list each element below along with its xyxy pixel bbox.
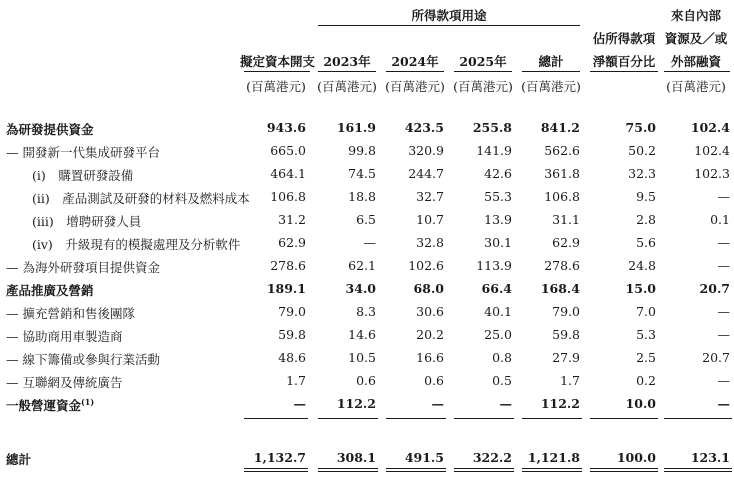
total-double-rule [590,468,658,469]
unit-2023: (百萬港元) [317,79,377,94]
row-label [6,281,94,299]
col-header-2023: 2023年 [323,54,371,69]
cell-2024: 68.0 [413,281,444,296]
footnote-marker: (1) [81,396,95,407]
cell-2024: 10.7 [416,212,444,227]
cell-capex: 79.0 [278,304,306,319]
cell-2025: 0.8 [492,350,512,365]
cell-total: 278.6 [544,258,580,273]
cell-pct: 5.6 [636,235,656,250]
cell-total: 562.6 [544,143,580,158]
cell-2025: 40.1 [484,304,512,319]
cell-2024: 20.2 [416,327,444,342]
cell-pct: 9.5 [636,189,656,204]
total-cell-2025: 322.2 [472,450,512,465]
cell-2025: 42.6 [484,166,512,181]
subtotal-rule [522,418,582,419]
cell-ext: — [717,396,730,411]
cell-ext: 20.7 [699,281,730,296]
cell-2023: — [363,235,376,250]
row-label-text: 產品推廣及營銷 [6,283,94,298]
total-label: 總計 [6,452,32,467]
header-right-line-1: 來自內部 [670,8,721,23]
unit-capex: (百萬港元) [246,79,306,94]
cell-2024: 16.6 [416,350,444,365]
cell-total: 112.2 [540,396,580,411]
cell-capex: — [293,396,306,411]
cell-capex: 48.6 [278,350,306,365]
cell-total: 31.1 [552,212,580,227]
cell-pct: 0.2 [636,373,656,388]
cell-ext: 0.1 [710,212,730,227]
cell-pct: 7.0 [636,304,656,319]
col-header-pct-line-1: 佔所得款項 [592,31,656,46]
total-double-rule [386,471,446,472]
cell-ext: 102.4 [690,120,730,135]
cell-ext: — [717,373,730,388]
cell-2025: 25.0 [484,327,512,342]
col-header-total: 總計 [538,54,564,69]
cell-total: 27.9 [552,350,580,365]
cell-pct: 75.0 [625,120,656,135]
row-label [32,235,240,253]
cell-total: 59.8 [552,327,580,342]
row-label [6,396,94,414]
cell-2025: 113.9 [476,258,512,273]
cell-ext: 20.7 [702,350,730,365]
cell-2023: 112.2 [336,396,376,411]
cell-2024: 32.7 [416,189,444,204]
cell-total: 79.0 [552,304,580,319]
total-cell-pct: 100.0 [616,450,656,465]
cell-ext: — [717,327,730,342]
subtotal-rule [318,418,378,419]
cell-2023: 0.6 [356,373,376,388]
cell-pct: 2.8 [636,212,656,227]
cell-2023: 74.5 [348,166,376,181]
cell-capex: 943.6 [266,120,306,135]
subtotal-rule [590,418,658,419]
row-label [32,189,250,207]
cell-total: 168.4 [540,281,580,296]
subtotal-rule [664,418,732,419]
cell-2024: 0.6 [424,373,444,388]
total-cell-2024: 491.5 [404,450,444,465]
cell-2025: 30.1 [484,235,512,250]
subtotal-rule [454,418,514,419]
total-double-rule [318,468,378,469]
group-header-use-of-proceeds: 所得款項用途 [411,8,487,23]
cell-pct: 2.5 [636,350,656,365]
total-cell-2023: 308.1 [336,450,376,465]
cell-total: 106.8 [544,189,580,204]
cell-capex: 189.1 [266,281,306,296]
row-label [6,304,135,322]
col-rule-total [522,71,580,72]
row-label [32,166,133,184]
total-cell-capex: 1,132.7 [253,450,306,465]
cell-2023: 99.8 [348,143,376,158]
col-header-2024: 2024年 [391,54,439,69]
cell-pct: 50.2 [628,143,656,158]
total-cell-ext: 123.1 [690,450,730,465]
row-label [6,327,122,345]
cell-total: 841.2 [540,120,580,135]
cell-2025: 55.3 [484,189,512,204]
total-double-rule [318,471,378,472]
row-label-text: 一般營運資金 [6,398,82,413]
row-label-text: — 為海外研發項目提供資金 [6,260,160,275]
cell-2025: 13.9 [484,212,512,227]
cell-capex: 62.9 [278,235,306,250]
row-label-text: — 互聯網及傳統廣告 [6,375,123,390]
cell-capex: 1.7 [286,373,306,388]
row-label [6,350,160,368]
unit-2025: (百萬港元) [453,79,513,94]
total-double-rule [522,468,582,469]
cell-2025: 66.4 [481,281,512,296]
unit-ext: (百萬港元) [666,79,726,94]
row-label-text: — 擴充營銷和售後團隊 [6,306,135,321]
cell-pct: 5.3 [636,327,656,342]
cell-total: 62.9 [552,235,580,250]
col-rule-2023 [318,71,376,72]
cell-capex: 278.6 [270,258,306,273]
header-right-line-3: 外部融資 [670,54,721,69]
cell-ext: — [717,189,730,204]
col-header-capex: 擬定資本開支 [240,54,316,69]
row-label [6,373,122,391]
cell-capex: 665.0 [270,143,306,158]
total-double-rule [386,468,446,469]
cell-2025: — [499,396,512,411]
cell-2024: 244.7 [408,166,444,181]
row-label [32,212,141,230]
cell-2023: 62.1 [348,258,376,273]
row-label-text: (iv) 升級現有的模擬處理及分析軟件 [32,237,241,252]
cell-2024: — [431,396,444,411]
total-double-rule [522,471,582,472]
col-rule-pct [590,71,658,72]
cell-2023: 14.6 [348,327,376,342]
cell-total: 1.7 [560,373,580,388]
cell-2023: 6.5 [356,212,376,227]
col-rule-ext [664,71,730,72]
col-header-2025: 2025年 [459,54,507,69]
header-right-line-2: 資源及／或 [664,31,728,46]
row-label [6,143,160,161]
cell-capex: 106.8 [270,189,306,204]
cell-ext: — [717,235,730,250]
cell-ext: — [717,258,730,273]
subtotal-rule [386,418,446,419]
cell-2024: 30.6 [416,304,444,319]
unit-2024: (百萬港元) [385,79,445,94]
cell-capex: 31.2 [278,212,306,227]
row-label-text: — 開發新一代集成研發平台 [6,145,160,160]
cell-capex: 59.8 [278,327,306,342]
cell-2024: 423.5 [404,120,444,135]
cell-2025: 0.5 [492,373,512,388]
total-double-rule [244,468,308,469]
row-label-text: (i) 購置研發設備 [32,168,134,183]
row-label-text: (iii) 增聘研發人員 [32,214,142,229]
cell-2023: 10.5 [348,350,376,365]
cell-2024: 320.9 [408,143,444,158]
cell-ext: — [717,304,730,319]
cell-2023: 8.3 [356,304,376,319]
cell-ext: 102.3 [694,166,730,181]
total-double-rule [454,471,514,472]
total-double-rule [454,468,514,469]
col-header-pct-line-2: 淨額百分比 [592,54,656,69]
group-header-rule [318,25,580,26]
cell-2025: 255.8 [472,120,512,135]
cell-2023: 18.8 [348,189,376,204]
row-label-text: 為研發提供資金 [6,122,94,137]
total-double-rule [664,468,732,469]
cell-pct: 32.3 [628,166,656,181]
row-label-text: (ii) 產品測試及研發的材料及燃料成本 [32,191,250,206]
cell-2023: 161.9 [336,120,376,135]
cell-pct: 24.8 [628,258,656,273]
col-rule-capex [244,71,310,72]
unit-total: (百萬港元) [521,79,581,94]
cell-2024: 102.6 [408,258,444,273]
row-label-text: — 協助商用車製造商 [6,329,123,344]
cell-2024: 32.8 [416,235,444,250]
subtotal-rule [244,418,308,419]
total-double-rule [590,471,658,472]
cell-capex: 464.1 [270,166,306,181]
row-label [6,258,160,276]
col-rule-2025 [454,71,512,72]
cell-2023: 34.0 [345,281,376,296]
cell-total: 361.8 [544,166,580,181]
cell-pct: 15.0 [625,281,656,296]
cell-pct: 10.0 [625,396,656,411]
total-double-rule [244,471,308,472]
row-label-text: — 線下籌備或參與行業活動 [6,352,160,367]
cell-ext: 102.4 [694,143,730,158]
cell-2025: 141.9 [476,143,512,158]
total-double-rule [664,471,732,472]
row-label [6,120,94,138]
col-rule-2024 [386,71,444,72]
total-cell-total: 1,121.8 [527,450,580,465]
